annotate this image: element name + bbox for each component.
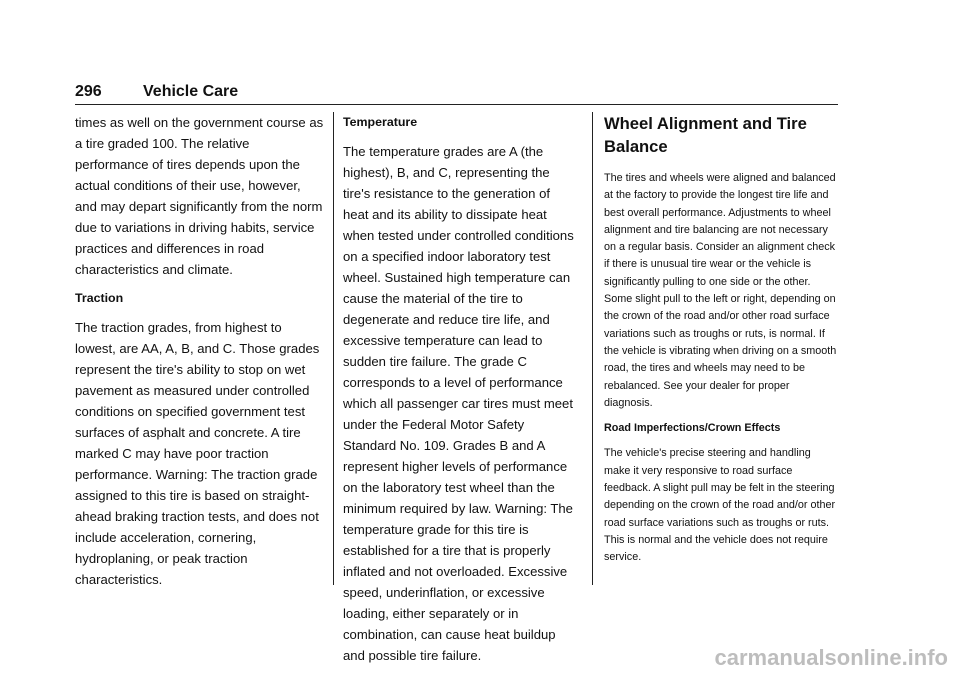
paragraph-temperature: The temperature grades are A (the highest), B, and C, representing the tire's resistance to the generation of heat and its ability to dissipate heat when tested under controlled conditions on a specified indoor laboratory test wheel. Sustained high temperature can cause the material of the tire to degenerate and reduce tire life, and excessive temperature can lead to sudden tire failure. The grade C corresponds to a level of performance which all passenger car tires must meet under the Federal Motor Safety Standard No. 109. Grades B and A represent higher levels of performance on the laboratory test wheel than the minimum required by law. Warning: The temperature grade for this tire is established for a tire that is properly inflated and not overloaded. Excessive speed, underinflation, or excessive loading, either separately or in combination, can cause heat buildup and possible tire failure. xyxy=(343,144,574,663)
page-header xyxy=(75,82,838,105)
text-column-1 xyxy=(75,112,325,598)
column-divider xyxy=(333,112,334,585)
traction-heading: Traction xyxy=(75,291,124,305)
text-column-3 xyxy=(604,112,840,575)
page-number: 296 xyxy=(75,83,102,100)
paragraph-traction: The traction grades, from highest to lowest, are AA, A, B, and C. Those grades represent the tire's ability to stop on wet pavement as measured under controlled conditions on specified government test surfaces of asphalt and concrete. A tire marked C may have poor traction performance. Warning: The traction grade assigned to this tire is based on straight-ahead braking traction tests, and does not include acceleration, cornering, hydroplaning, or peak traction characteristics. xyxy=(75,320,320,587)
paragraph-road-imperfections: The vehicle's precise steering and handling make it very responsive to road surface feedback. A slight pull may be felt in the steering depending on the crown of the road and/or other road surface variations such as troughs or ruts. This is normal and the vehicle does not require service. xyxy=(604,447,836,564)
section-title: Vehicle Care xyxy=(143,83,239,100)
temperature-heading: Temperature xyxy=(343,115,418,129)
column-divider xyxy=(592,112,593,585)
paragraph-wheel-alignment: The tires and wheels were aligned and balanced at the factory to provide the longest tire life and best overall performance. Adjustments to wheel alignment and tire balancing are not necessary on a regular basis. Consider an alignment check if there is unusual tire wear or the vehicle is significantly pulling to one side or the other. Some slight pull to the left or right, depending on the crown of the road and/or other road surface variations such as troughs or ruts, is normal. If the vehicle is vibrating when driving on a smooth road, the tires and wheels may need to be rebalanced. See your dealer for proper diagnosis. xyxy=(604,172,837,409)
road-imperfections-heading: Road Imperfections/Crown Effects xyxy=(604,422,781,435)
paragraph-treadwear-continued: times as well on the government course as a tire graded 100. The relative performance of tires depends upon the actual conditions of their use, however, and may depart significantly from the norm due to variations in driving habits, service practices and differences in road characteristics and climate. xyxy=(75,115,324,277)
text-column-2 xyxy=(343,112,579,674)
watermark: carmanualsonline.info xyxy=(714,645,948,670)
wheel-alignment-heading: Wheel Alignment and Tire Balance xyxy=(604,114,807,156)
